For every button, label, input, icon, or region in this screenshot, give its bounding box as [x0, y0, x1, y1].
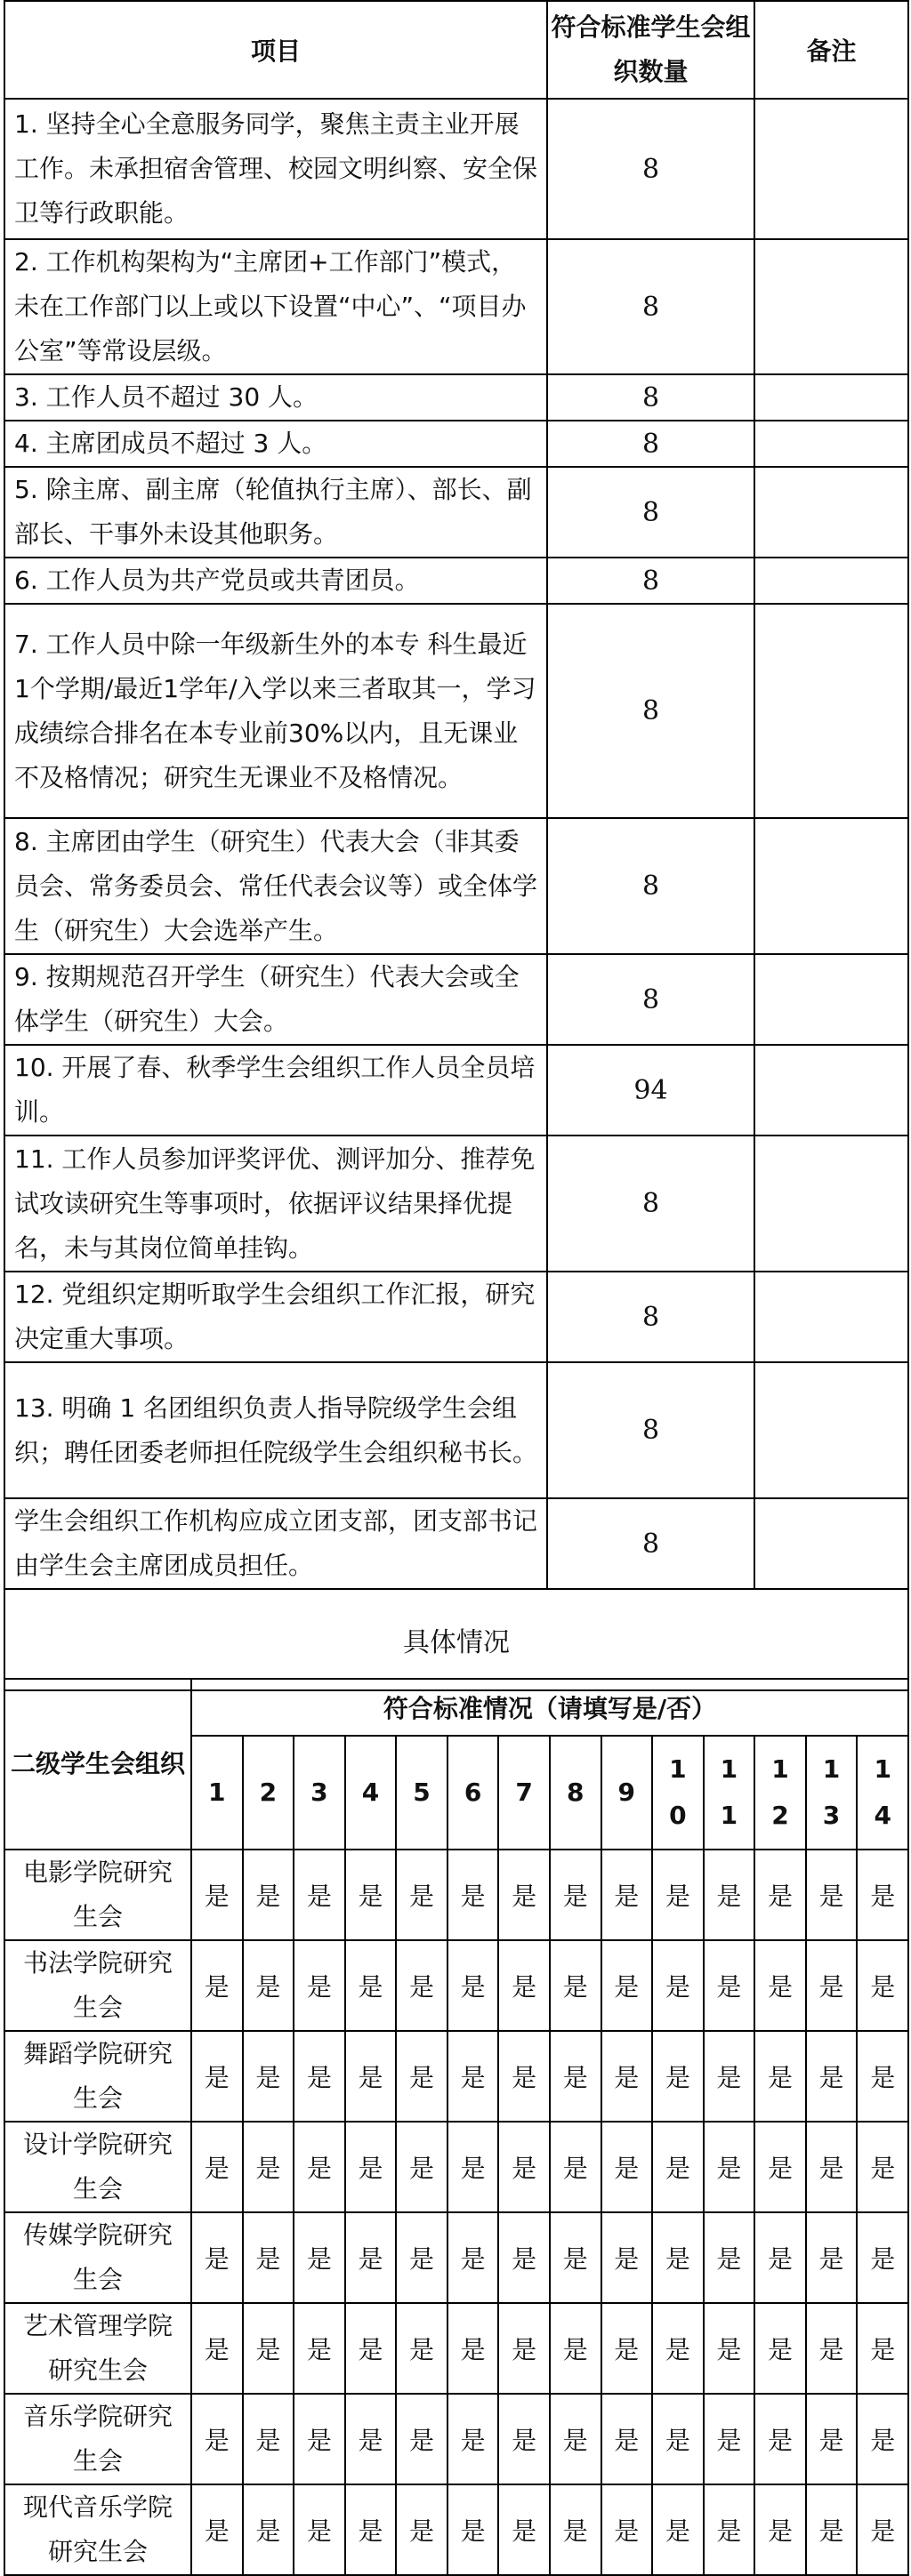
compliance-value: 是 [806, 1850, 858, 1940]
column-number: 3 [294, 1736, 345, 1850]
compliance-value: 是 [550, 2394, 601, 2484]
compliance-value: 是 [294, 2212, 345, 2303]
compliance-value: 是 [294, 2303, 345, 2394]
standard-row [4, 604, 908, 818]
compliance-value: 是 [806, 2122, 858, 2212]
compliance-value: 是 [652, 2031, 704, 2122]
standard-count: 8 [547, 421, 754, 467]
standard-row [4, 1136, 908, 1272]
detail-row [4, 1589, 908, 1690]
compliance-value: 是 [550, 2212, 601, 2303]
compliance-value: 是 [601, 2031, 653, 2122]
standard-row [4, 954, 908, 1045]
compliance-table [4, 1678, 909, 2576]
standard-item-text: 11. 工作人员参加评奖评优、测评加分、推荐免试攻读研究生等事项时，依据评议结果择优提名，未与其岗位简单挂钩。 [4, 1136, 547, 1272]
org-row [4, 2031, 908, 2122]
standard-row [4, 818, 908, 954]
compliance-value: 是 [704, 2122, 755, 2212]
standard-count: 94 [547, 1045, 754, 1136]
standard-remark-cell [754, 467, 908, 558]
compliance-value: 是 [754, 2122, 806, 2212]
compliance-value: 是 [447, 2212, 499, 2303]
compliance-value: 是 [345, 2484, 397, 2575]
compliance-value: 是 [652, 2122, 704, 2212]
standard-count: 8 [547, 1272, 754, 1362]
standard-row [4, 99, 908, 239]
compliance-value: 是 [652, 2394, 704, 2484]
compliance-value: 是 [550, 2303, 601, 2394]
org-row [4, 1940, 908, 2031]
standard-row [4, 374, 908, 421]
compliance-value: 是 [806, 2303, 858, 2394]
standard-item-text: 2. 工作机构架构为“主席团+工作部门”模式，未在工作部门以上或以下设置“中心”、“项目办公室”等常设层级。 [4, 239, 547, 374]
compliance-value: 是 [754, 2484, 806, 2575]
standard-remark-cell [754, 421, 908, 467]
org-row [4, 2484, 908, 2575]
compliance-value: 是 [294, 2394, 345, 2484]
standard-item-text: 学生会组织工作机构应成立团支部，团支部书记由学生会主席团成员担任。 [4, 1498, 547, 1589]
compliance-value: 是 [396, 1940, 447, 2031]
compliance-value: 是 [396, 2031, 447, 2122]
compliance-value: 是 [498, 2484, 550, 2575]
org-row [4, 1850, 908, 1940]
standard-remark-cell [754, 1362, 908, 1498]
compliance-value: 是 [498, 2212, 550, 2303]
compliance-value: 是 [550, 2122, 601, 2212]
standard-remark-cell [754, 99, 908, 239]
compliance-value: 是 [396, 2122, 447, 2212]
compliance-value: 是 [498, 1940, 550, 2031]
compliance-value: 是 [345, 1940, 397, 2031]
standard-row [4, 1498, 908, 1589]
compliance-value: 是 [652, 2484, 704, 2575]
compliance-value: 是 [806, 2394, 858, 2484]
compliance-value: 是 [857, 2031, 908, 2122]
compliance-value: 是 [704, 2212, 755, 2303]
standard-remark-cell [754, 604, 908, 818]
compliance-value: 是 [601, 1940, 653, 2031]
column-number: 12 [754, 1736, 806, 1850]
compliance-value: 是 [243, 2031, 294, 2122]
compliance-value: 是 [294, 1850, 345, 1940]
org-name: 艺术管理学院研究生会 [4, 2303, 191, 2394]
column-number: 5 [396, 1736, 447, 1850]
column-number: 1 [191, 1736, 243, 1850]
compliance-value: 是 [447, 1940, 499, 2031]
compliance-value: 是 [396, 2484, 447, 2575]
compliance-value: 是 [652, 1850, 704, 1940]
standard-count: 8 [547, 818, 754, 954]
compliance-value: 是 [806, 2031, 858, 2122]
standard-row [4, 558, 908, 604]
compliance-value: 是 [754, 2303, 806, 2394]
compliance-value: 是 [447, 2122, 499, 2212]
standard-item-text: 6. 工作人员为共产党员或共青团员。 [4, 558, 547, 604]
compliance-value: 是 [652, 2212, 704, 2303]
standard-count: 8 [547, 467, 754, 558]
standard-item-text: 10. 开展了春、秋季学生会组织工作人员全员培训。 [4, 1045, 547, 1136]
compliance-value: 是 [498, 2394, 550, 2484]
compliance-value: 是 [550, 1850, 601, 1940]
compliance-value: 是 [396, 2394, 447, 2484]
standards-header-row [4, 1, 908, 99]
compliance-value: 是 [396, 2303, 447, 2394]
org-row [4, 2122, 908, 2212]
compliance-value: 是 [498, 2303, 550, 2394]
column-number: 7 [498, 1736, 550, 1850]
compliance-value: 是 [754, 1850, 806, 1940]
compliance-value: 是 [191, 1850, 243, 1940]
compliance-value: 是 [243, 1940, 294, 2031]
compliance-value: 是 [704, 2031, 755, 2122]
standard-remark-cell [754, 818, 908, 954]
org-name: 现代音乐学院研究生会 [4, 2484, 191, 2575]
compliance-value: 是 [191, 2212, 243, 2303]
header-item: 项目 [4, 1, 547, 99]
compliance-value: 是 [498, 2122, 550, 2212]
standard-row [4, 1362, 908, 1498]
column-number: 9 [601, 1736, 653, 1850]
standard-remark-cell [754, 558, 908, 604]
compliance-value: 是 [447, 2031, 499, 2122]
compliance-value: 是 [754, 1940, 806, 2031]
compliance-value: 是 [857, 1940, 908, 2031]
standard-count: 8 [547, 1498, 754, 1589]
compliance-value: 是 [243, 1850, 294, 1940]
standard-remark-cell [754, 1498, 908, 1589]
standard-row [4, 421, 908, 467]
org-row [4, 2394, 908, 2484]
org-name: 传媒学院研究生会 [4, 2212, 191, 2303]
compliance-value: 是 [857, 1850, 908, 1940]
standard-count: 8 [547, 1362, 754, 1498]
compliance-value: 是 [806, 2484, 858, 2575]
compliance-value: 是 [704, 2484, 755, 2575]
standard-count: 8 [547, 374, 754, 421]
compliance-value: 是 [396, 1850, 447, 1940]
standard-row [4, 1045, 908, 1136]
org-row [4, 2303, 908, 2394]
compliance-value: 是 [243, 2303, 294, 2394]
standard-item-text: 13. 明确 1 名团组织负责人指导院级学生会组织；聘任团委老师担任院级学生会组织秘书长。 [4, 1362, 547, 1498]
standard-count: 8 [547, 558, 754, 604]
compliance-header-row [4, 1679, 908, 1736]
standard-remark-cell [754, 954, 908, 1045]
compliance-value: 是 [754, 2212, 806, 2303]
standard-item-text: 5. 除主席、副主席（轮值执行主席）、部长、副部长、干事外未设其他职务。 [4, 467, 547, 558]
standard-remark-cell [754, 1045, 908, 1136]
standard-header: 符合标准情况（请填写是/否） [191, 1679, 908, 1736]
standard-count: 8 [547, 1136, 754, 1272]
compliance-value: 是 [345, 2394, 397, 2484]
compliance-value: 是 [447, 2303, 499, 2394]
compliance-value: 是 [704, 2303, 755, 2394]
compliance-value: 是 [806, 2212, 858, 2303]
column-number: 2 [243, 1736, 294, 1850]
compliance-value: 是 [601, 2394, 653, 2484]
detail-label: 具体情况 [4, 1589, 908, 1690]
standard-item-text: 4. 主席团成员不超过 3 人。 [4, 421, 547, 467]
compliance-value: 是 [806, 1940, 858, 2031]
column-number: 14 [857, 1736, 908, 1850]
compliance-value: 是 [498, 2031, 550, 2122]
compliance-value: 是 [243, 2394, 294, 2484]
standard-remark-cell [754, 1136, 908, 1272]
compliance-value: 是 [550, 2484, 601, 2575]
org-name: 设计学院研究生会 [4, 2122, 191, 2212]
standard-remark-cell [754, 1272, 908, 1362]
compliance-value: 是 [294, 2031, 345, 2122]
compliance-value: 是 [447, 2394, 499, 2484]
standard-count: 8 [547, 99, 754, 239]
compliance-value: 是 [601, 2303, 653, 2394]
compliance-value: 是 [601, 1850, 653, 1940]
header-remark: 备注 [754, 1, 908, 99]
column-number: 6 [447, 1736, 499, 1850]
org-name: 音乐学院研究生会 [4, 2394, 191, 2484]
standard-count: 8 [547, 604, 754, 818]
standard-remark-cell [754, 239, 908, 374]
compliance-value: 是 [601, 2484, 653, 2575]
compliance-value: 是 [857, 2122, 908, 2212]
standard-row [4, 1272, 908, 1362]
compliance-value: 是 [345, 2122, 397, 2212]
compliance-value: 是 [550, 2031, 601, 2122]
compliance-value: 是 [704, 1850, 755, 1940]
standard-item-text: 1. 坚持全心全意服务同学，聚焦主责主业开展工作。未承担宿舍管理、校园文明纠察、安全保卫等行政职能。 [4, 99, 547, 239]
compliance-value: 是 [345, 1850, 397, 1940]
compliance-value: 是 [447, 2484, 499, 2575]
org-header: 二级学生会组织 [4, 1679, 191, 1850]
standards-table [4, 0, 909, 1691]
compliance-value: 是 [857, 2303, 908, 2394]
standard-item-text: 9. 按期规范召开学生（研究生）代表大会或全体学生（研究生）大会。 [4, 954, 547, 1045]
compliance-value: 是 [243, 2122, 294, 2212]
compliance-value: 是 [652, 2303, 704, 2394]
standard-row [4, 467, 908, 558]
compliance-value: 是 [857, 2212, 908, 2303]
compliance-value: 是 [191, 1940, 243, 2031]
standard-count: 8 [547, 954, 754, 1045]
compliance-value: 是 [294, 2122, 345, 2212]
standard-count: 8 [547, 239, 754, 374]
standard-item-text: 3. 工作人员不超过 30 人。 [4, 374, 547, 421]
compliance-value: 是 [704, 2394, 755, 2484]
compliance-value: 是 [498, 1850, 550, 1940]
compliance-value: 是 [601, 2122, 653, 2212]
compliance-value: 是 [857, 2484, 908, 2575]
header-count: 符合标准学生会组织数量 [547, 1, 754, 99]
standard-row [4, 239, 908, 374]
compliance-value: 是 [191, 2303, 243, 2394]
standard-item-text: 12. 党组织定期听取学生会组织工作汇报，研究决定重大事项。 [4, 1272, 547, 1362]
compliance-value: 是 [345, 2303, 397, 2394]
org-name: 舞蹈学院研究生会 [4, 2031, 191, 2122]
standard-item-text: 7. 工作人员中除一年级新生外的本专 科生最近1个学期/最近1学年/入学以来三者取其一，学习成绩综合排名在本专业前30%以内，且无课业不及格情况；研究生无课业不及格情况。 [4, 604, 547, 818]
compliance-value: 是 [652, 1940, 704, 2031]
column-number: 4 [345, 1736, 397, 1850]
org-name: 电影学院研究生会 [4, 1850, 191, 1940]
compliance-value: 是 [191, 2122, 243, 2212]
compliance-value: 是 [191, 2394, 243, 2484]
compliance-value: 是 [243, 2484, 294, 2575]
compliance-value: 是 [345, 2212, 397, 2303]
column-number: 8 [550, 1736, 601, 1850]
org-row [4, 2212, 908, 2303]
compliance-value: 是 [601, 2212, 653, 2303]
compliance-value: 是 [294, 2484, 345, 2575]
compliance-value: 是 [294, 1940, 345, 2031]
compliance-value: 是 [243, 2212, 294, 2303]
compliance-value: 是 [191, 2031, 243, 2122]
compliance-value: 是 [447, 1850, 499, 1940]
compliance-value: 是 [704, 1940, 755, 2031]
compliance-value: 是 [345, 2031, 397, 2122]
column-number: 13 [806, 1736, 858, 1850]
standard-remark-cell [754, 374, 908, 421]
column-number: 10 [652, 1736, 704, 1850]
compliance-value: 是 [396, 2212, 447, 2303]
standard-item-text: 8. 主席团由学生（研究生）代表大会（非其委员会、常务委员会、常任代表会议等）或全体学生（研究生）大会选举产生。 [4, 818, 547, 954]
column-number: 11 [704, 1736, 755, 1850]
compliance-value: 是 [857, 2394, 908, 2484]
compliance-value: 是 [754, 2394, 806, 2484]
compliance-value: 是 [550, 1940, 601, 2031]
compliance-value: 是 [754, 2031, 806, 2122]
org-name: 书法学院研究生会 [4, 1940, 191, 2031]
compliance-value: 是 [191, 2484, 243, 2575]
